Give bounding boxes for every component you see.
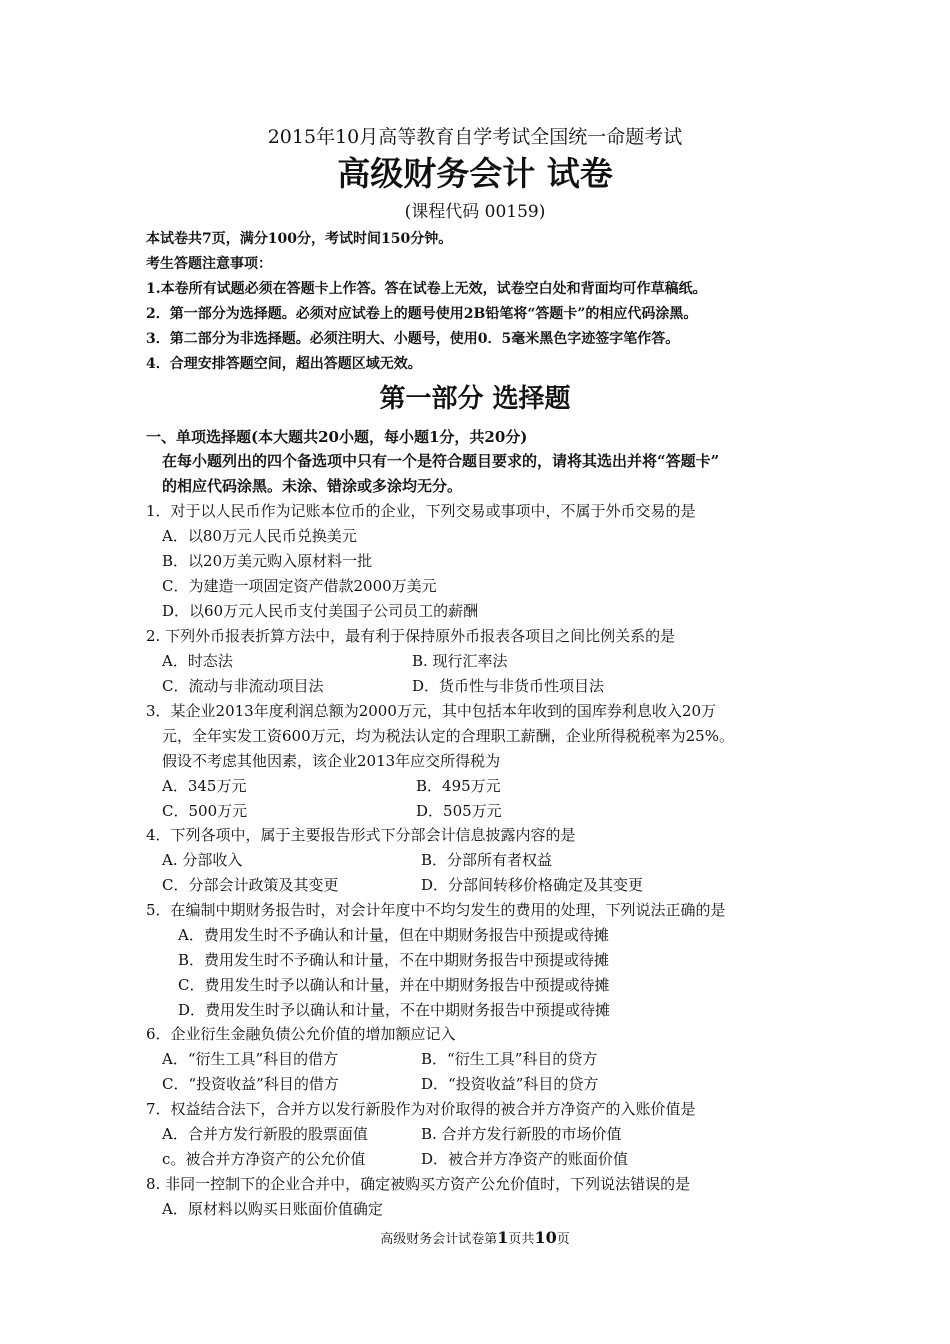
- question-3-stem-2: 元，全年实发工资600万元，均为税法认定的合理职工薪酬，企业所得税税率为25%。: [162, 727, 734, 745]
- question-5-option-c: C．费用发生时予以确认和计量，并在中期财务报告中预提或待摊: [178, 976, 610, 994]
- question-7-option-d: D．被合并方净资产的账面价值: [421, 1150, 629, 1168]
- question-3-option-a: A．345万元: [162, 777, 247, 795]
- question-1-option-b: B．以20万美元购入原材料一批: [162, 552, 373, 570]
- question-5-option-d: D．费用发生时予以确认和计量，不在中期财务报告中预提或待摊: [178, 1001, 611, 1019]
- question-2-option-d: D．货币性与非货币性项目法: [412, 677, 605, 695]
- part-one-title: 第一部分 选择题: [379, 384, 571, 414]
- question-4-option-a: A. 分部收入: [162, 851, 243, 869]
- question-1-option-c: C．为建造一项固定资产借款2000万美元: [162, 577, 437, 595]
- notice-item-2: 2．第一部分为选择题。必须对应试卷上的题号使用2B铅笔将“答题卡”的相应代码涂黑。: [146, 306, 698, 322]
- question-6-option-b: B．“衍生工具”科目的贷方: [421, 1050, 598, 1068]
- question-1-option-d: D．以60万元人民币支付美国子公司员工的薪酬: [162, 602, 479, 620]
- question-2-option-c: C．流动与非流动项目法: [162, 677, 324, 695]
- question-5-stem: 5．在编制中期财务报告时，对会计年度中不均匀发生的费用的处理，下列说法正确的是: [146, 901, 726, 919]
- notice-item-1: 1.本卷所有试题必须在答题卡上作答。答在试卷上无效，试卷空白处和背面均可作草稿纸。: [146, 281, 707, 297]
- question-3-stem-3: 假设不考虑其他因素，该企业2013年应交所得税为: [162, 752, 501, 770]
- question-4-option-b: B．分部所有者权益: [421, 851, 553, 869]
- section-instruction-1: 在每小题列出的四个备选项中只有一个是符合题目要求的，请将其选出并将“答题卡”: [162, 452, 720, 470]
- exam-title: 高级财务会计 试卷: [337, 154, 613, 193]
- question-7-option-b: B. 合并方发行新股的市场价值: [421, 1125, 622, 1143]
- question-7-option-a: A．合并方发行新股的股票面值: [162, 1125, 368, 1143]
- notice-item-3: 3．第二部分为非选择题。必须注明大、小题号，使用0．5毫米黑色字迹签字笔作答。: [146, 331, 680, 347]
- section-instruction-2: 的相应代码涂黑。未涂、错涂或多涂均无分。: [162, 477, 463, 495]
- section-heading: 一、单项选择题(本大题共20小题，每小题1分，共20分): [146, 428, 528, 446]
- exam-header: 2015年10月高等教育自学考试全国统一命题考试: [267, 126, 683, 148]
- footer-page-number: 1: [497, 1228, 509, 1247]
- question-4-option-c: C．分部会计政策及其变更: [162, 876, 339, 894]
- question-2-option-a: A．时态法: [162, 652, 233, 670]
- question-4-stem: 4．下列各项中，属于主要报告形式下分部会计信息披露内容的是: [146, 826, 576, 844]
- question-2-option-b: B. 现行汇率法: [412, 652, 508, 670]
- question-7-stem: 7．权益结合法下，合并方以发行新股作为对价取得的被合并方净资产的入账价值是: [146, 1100, 696, 1118]
- notice-heading: 考生答题注意事项：: [146, 256, 272, 272]
- footer-suffix: 页: [556, 1232, 570, 1247]
- question-5-option-a: A．费用发生时不予确认和计量，但在中期财务报告中预提或待摊: [178, 926, 609, 944]
- page-footer: [0, 1229, 950, 1249]
- question-3-stem-1: 3．某企业2013年度利润总额为2000万元，其中包括本年收到的国库券利息收入20万: [146, 702, 716, 720]
- footer-total-pages: 10: [534, 1228, 557, 1247]
- question-3-option-b: B．495万元: [416, 777, 501, 795]
- question-3-option-c: C．500万元: [162, 802, 248, 820]
- footer-middle: 页共: [508, 1232, 535, 1247]
- course-code: (课程代码 00159): [404, 202, 546, 222]
- notice-summary: 本试卷共7页，满分100分，考试时间150分钟。: [146, 231, 453, 247]
- question-5-option-b: B．费用发生时不予确认和计量，不在中期财务报告中预提或待摊: [178, 951, 610, 969]
- notice-item-4: 4．合理安排答题空间，超出答题区域无效。: [146, 356, 422, 372]
- question-3-option-d: D．505万元: [416, 802, 502, 820]
- question-4-option-d: D．分部间转移价格确定及其变更: [421, 876, 644, 894]
- question-1-stem: 1．对于以人民币作为记账本位币的企业，下列交易或事项中，不属于外币交易的是: [146, 502, 696, 520]
- question-1-option-a: A．以80万元人民币兑换美元: [162, 527, 357, 545]
- question-6-option-c: C．“投资收益”科目的借方: [162, 1075, 339, 1093]
- question-7-option-c: c。被合并方净资产的公允价值: [162, 1150, 366, 1168]
- question-2-stem: 2. 下列外币报表折算方法中，最有利于保持原外币报表各项目之间比例关系的是: [146, 627, 676, 645]
- question-8-option-a: A．原材料以购买日账面价值确定: [162, 1200, 383, 1218]
- question-6-stem: 6．企业衍生金融负债公允价值的增加额应记入: [146, 1025, 456, 1043]
- footer-prefix: 高级财务会计试卷第: [380, 1232, 498, 1247]
- question-6-option-d: D．“投资收益”科目的贷方: [421, 1075, 599, 1093]
- question-8-stem: 8. 非同一控制下的企业合并中，确定被购买方资产公允价值时，下列说法错误的是: [146, 1175, 691, 1193]
- question-6-option-a: A．“衍生工具”科目的借方: [162, 1050, 339, 1068]
